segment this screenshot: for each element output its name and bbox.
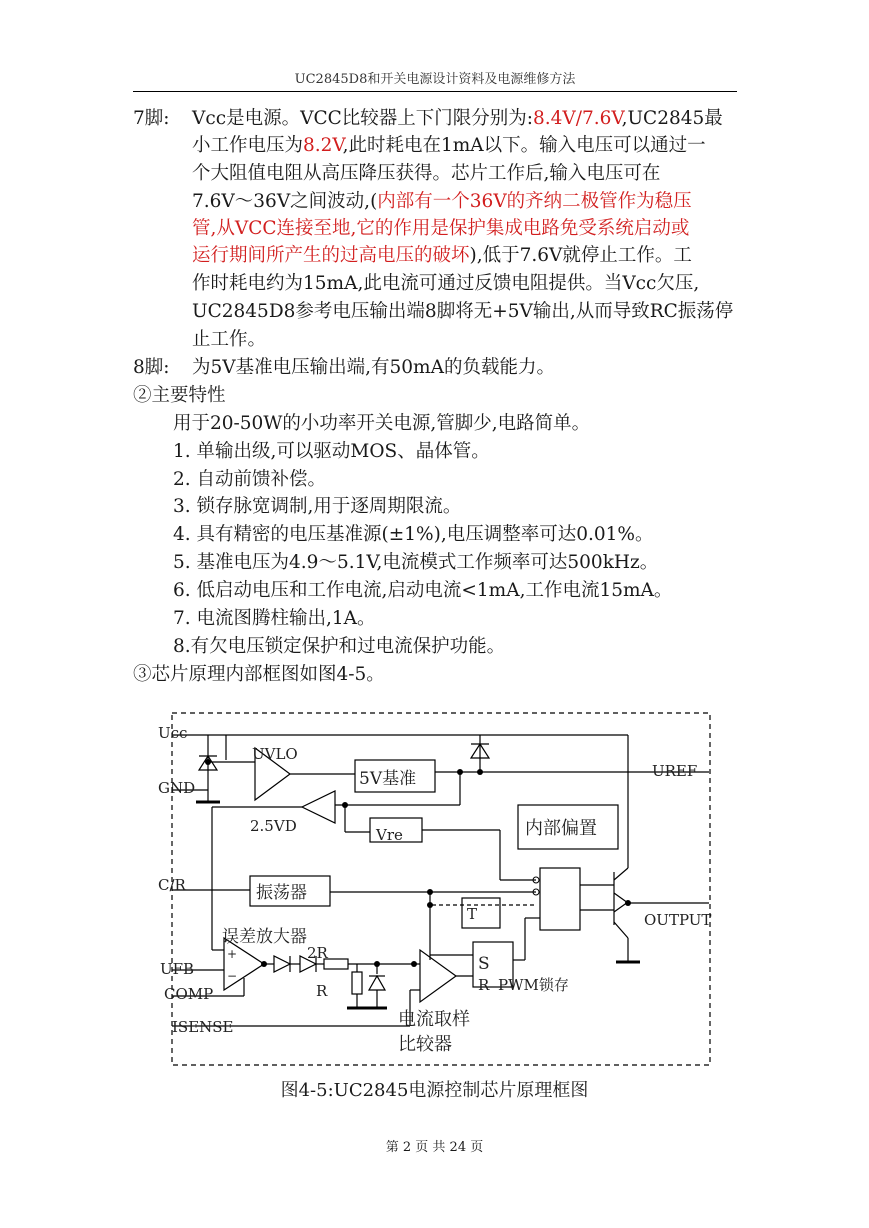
feature-item: 5. 基准电压为4.9～5.1V,电流模式工作频率可达500kHz。 bbox=[173, 552, 659, 573]
pin7-line-4: 7.6V～36V之间波动,(内部有一个36V的齐纳二极管作为稳压 bbox=[192, 191, 692, 212]
buffer-2v5 bbox=[302, 791, 335, 823]
page-footer: 第 2 页 共 24 页 bbox=[385, 1140, 484, 1155]
label-error-amp: 误差放大器 bbox=[222, 927, 307, 947]
label-bias: 内部偏置 bbox=[525, 818, 597, 839]
resistor-r bbox=[352, 972, 362, 994]
pin8-text: 为5V基准电压输出端,有50mA的负载能力。 bbox=[192, 357, 555, 378]
features-heading: ②主要特性 bbox=[133, 385, 226, 406]
diode-icon bbox=[274, 956, 290, 972]
label-2r: 2R bbox=[307, 944, 328, 962]
pin7-label: 7脚: bbox=[133, 108, 170, 129]
page-header: UC2845D8和开关电源设计资料及电源维修方法 bbox=[294, 72, 576, 87]
feature-item: 3. 锁存脉宽调制,用于逐周期限流。 bbox=[173, 496, 462, 517]
pin7-line-6: 运行期间所产生的过高电压的破坏),低于7.6V就停止工作。工 bbox=[192, 245, 692, 266]
pin7-line-1: Vcc是电源。VCC比较器上下门限分别为:8.4V/7.6V,UC2845最 bbox=[192, 108, 723, 129]
diagram-intro: ③芯片原理内部框图如图4-5。 bbox=[133, 664, 385, 685]
label-t: T bbox=[467, 905, 478, 923]
label-latch-r: R bbox=[478, 976, 490, 994]
pin7-line-8: UC2845D8参考电压输出端8脚将无+5V输出,从而导致RC振荡停 bbox=[192, 301, 734, 322]
label-vcc: Ucc bbox=[158, 724, 188, 742]
feature-item: 2. 自动前馈补偿。 bbox=[173, 469, 327, 490]
feature-item: 4. 具有精密的电压基准源(±1%),电压调整率可达0.01%。 bbox=[173, 524, 654, 545]
label-isense: ISENSE bbox=[172, 1018, 234, 1036]
label-r: R bbox=[316, 982, 328, 1000]
label-vre: Vre bbox=[376, 826, 403, 844]
label-cs-2: 比较器 bbox=[398, 1034, 452, 1055]
label-plus: + bbox=[227, 947, 238, 961]
feature-item: 8.有欠电压锁定保护和过电流保护功能。 bbox=[173, 636, 506, 657]
pin7-line-7: 作时耗电约为15mA,此电流可通过反馈电阻提供。当Vcc欠压, bbox=[192, 273, 700, 294]
pin7-line-2: 小工作电压为8.2V,此时耗电在1mA以下。输入电压可以通过一 bbox=[192, 135, 706, 156]
label-ufb: UFB bbox=[160, 960, 195, 978]
label-ct: C/R bbox=[158, 876, 186, 894]
feature-item: 1. 单输出级,可以驱动MOS、晶体管。 bbox=[173, 441, 490, 462]
label-2v5: 2.5VD bbox=[250, 817, 297, 835]
label-pwm-latch: PWM锁存 bbox=[498, 976, 569, 994]
label-s: S bbox=[478, 954, 490, 974]
feature-item: 7. 电流图腾柱输出,1A。 bbox=[173, 608, 376, 629]
pin7-line-5: 管,从VCC连接至地,它的作用是保护集成电路免受系统启动或 bbox=[192, 218, 690, 239]
label-minus: − bbox=[227, 969, 238, 983]
figure-caption: 图4-5:UC2845电源控制芯片原理框图 bbox=[280, 1080, 589, 1101]
label-comp: COMP bbox=[164, 985, 214, 1003]
label-uvlo: UVLO bbox=[252, 745, 298, 763]
label-output: OUTPUT bbox=[644, 911, 712, 929]
label-gnd: GND bbox=[158, 779, 196, 797]
pin7-line-9: 止工作。 bbox=[192, 329, 267, 350]
pin8-label: 8脚: bbox=[133, 357, 170, 378]
features-intro: 用于20-50W的小功率开关电源,管脚少,电路简单。 bbox=[173, 413, 591, 434]
label-uref: UREF bbox=[652, 762, 698, 780]
pin7-line-3: 个大阻值电阻从高压降压获得。芯片工作后,输入电压可在 bbox=[192, 163, 661, 184]
label-oscillator: 振荡器 bbox=[256, 883, 307, 903]
feature-item: 6. 低启动电压和工作电流,启动电流<1mA,工作电流15mA。 bbox=[173, 580, 673, 601]
label-cs-1: 电流取样 bbox=[398, 1009, 470, 1030]
nor-gate bbox=[540, 868, 580, 930]
zener-icon bbox=[369, 976, 385, 990]
label-5v-ref: 5V基准 bbox=[359, 769, 417, 789]
current-sense-comparator bbox=[420, 950, 456, 1002]
